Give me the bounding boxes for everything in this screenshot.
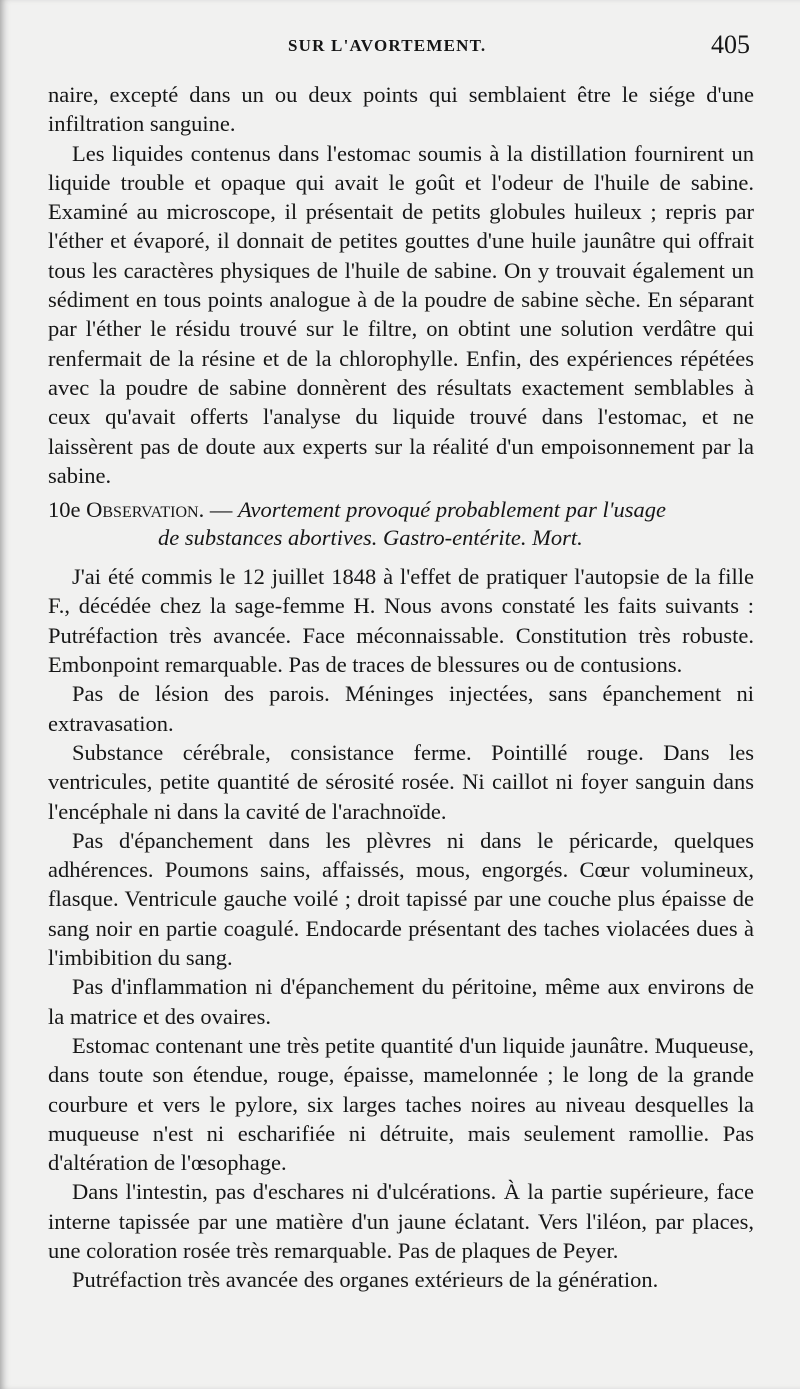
- page-number: 405: [711, 30, 750, 59]
- paragraph-plevres: Pas d'épanchement dans les plèvres ni dans le péricarde, quelques adhérences. Poumons sains, affaissés, mous, engorgés. Cœur volumineux, flasque. Ventricule gauche voilé ; droit tapissé par une couche plus épaisse de sang noir en partie coagulé. Endocarde présentant des taches violacées dues à l'imbibition du sang.: [48, 827, 754, 971]
- observation-title-line2: de substances abortives. Gastro-entérite. Mort.: [158, 525, 583, 551]
- running-title: SUR L'AVORTEMENT.: [288, 36, 487, 55]
- observation-label: Observation.: [86, 497, 205, 523]
- observation-number: 10e: [48, 497, 81, 523]
- running-head: [0, 28, 800, 68]
- observation-heading: [48, 496, 754, 552]
- paragraph-distillation: Les liquides contenus dans l'estomac soumis à la distillation fournirent un liquide trouble et opaque qui avait le goût et l'odeur de l'huile de sabine. Examiné au microscope, il présentait de petits globules huileux ; repris par l'éther et évaporé, il donnait de petites gouttes d'une huile jaunâtre qui offrait tous les caractères physiques de l'huile de sabine. On y trouvait également un sédiment en tous points analogue à de la poudre de sabine sèche. En séparant par l'éther le résidu trouvé sur le filtre, on obtint une solution verdâtre qui renfermait de la résine et de la chlorophylle. Enfin, des expériences répétées avec la poudre de sabine donnèrent des résultats exactement semblables à ceux qu'avait offerts l'analyse du liquide trouvé dans l'estomac, et ne laissèrent pas de doute aux experts sur la réalité d'un empoisonnement par la sabine.: [48, 140, 754, 488]
- paragraph-peritoine: Pas d'inflammation ni d'épanchement du péritoine, même aux environs de la matrice et des ovaires.: [48, 974, 754, 1029]
- paragraph-putrefaction: Putréfaction très avancée des organes extérieurs de la génération.: [72, 1267, 659, 1293]
- observation-title-line1: Avortement provoqué probablement par l'usage: [237, 497, 667, 523]
- paragraph-parois: Pas de lésion des parois. Méninges injectées, sans épanchement ni extravasation.: [48, 681, 754, 736]
- paragraph-continued: naire, excepté dans un ou deux points qui semblaient être le siége d'une infiltration sanguine.: [48, 82, 754, 137]
- paragraph-estomac: Estomac contenant une très petite quantité d'un liquide jaunâtre. Muqueuse, dans toute son étendue, rouge, épaisse, mamelonnée ; le long de la grande courbure et vers le pylore, six larges taches noires au niveau desquelles la muqueuse n'est ni escharifiée ni détruite, mais seulement ramollie. Pas d'altération de l'œsophage.: [48, 1032, 754, 1176]
- body-text: [48, 80, 754, 1295]
- paragraph-cerebrale: Substance cérébrale, consistance ferme. Pointillé rouge. Dans les ventricules, petite quantité de sérosité rosée. Ni caillot ni foyer sanguin dans l'encéphale ni dans la cavité de l'arachnoïde.: [48, 739, 754, 824]
- observation-dash: —: [204, 497, 238, 523]
- paragraph-intestin: Dans l'intestin, pas d'eschares ni d'ulcérations. À la partie supérieure, face interne tapissée par une matière d'un jaune éclatant. Vers l'iléon, par places, une coloration rosée très remarquable. Pas de plaques de Peyer.: [48, 1179, 754, 1263]
- paragraph-autopsy: J'ai été commis le 12 juillet 1848 à l'effet de pratiquer l'autopsie de la fille F., décédée chez la sage-femme H. Nous avons constaté les faits suivants : Putréfaction très avancée. Face méconnaissable. Constitution très robuste. Embonpoint remarquable. Pas de traces de blessures ou de contusions.: [48, 564, 754, 678]
